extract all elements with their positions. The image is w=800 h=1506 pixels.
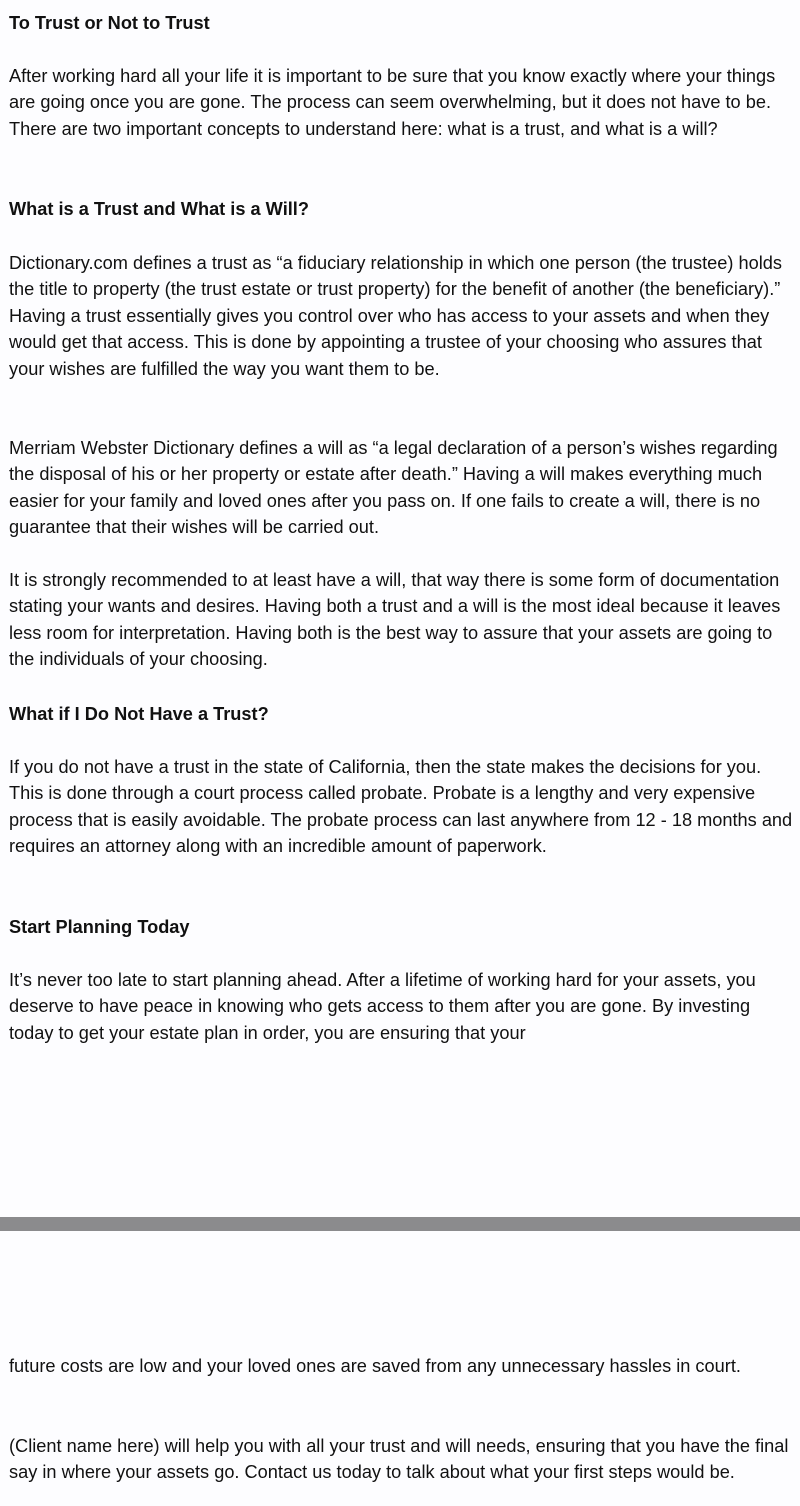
paragraph-recommendation: It is strongly recommended to at least have a will, that way there is some form of documentation stating your wants and desires. Having both a trust and a will is the most ideal because it leaves less room for interpretation. Having both is the best way to assure that your assets are going to the individuals of your choosing. xyxy=(9,570,781,670)
paragraph-will-definition: Merriam Webster Dictionary defines a will as “a legal declaration of a person’s wishes regarding the disposal of his or her property or estate after death.” Having a will makes everything much easier for your family and loved ones after you pass on. If one fails to create a will, there is no guarantee that their wishes will be carried out. xyxy=(9,438,778,538)
section-heading-trust-and-will: What is a Trust and What is a Will? xyxy=(9,199,309,219)
section-heading-start-planning: Start Planning Today xyxy=(9,917,190,937)
paragraph-planning-part1: It’s never too late to start planning ahead. After a lifetime of working hard for your assets, you deserve to have peace in knowing who gets access to them after you are gone. By investing today to get your estate plan in order, you are ensuring that your xyxy=(9,970,756,1043)
intro-paragraph: After working hard all your life it is important to be sure that you know exactly where your things are going once you are gone. The process can seem overwhelming, but it does not have to be. There are two important concepts to understand here: what is a trust, and what is a will? xyxy=(9,66,776,139)
section-heading-no-trust: What if I Do Not Have a Trust? xyxy=(9,704,269,724)
paragraph-probate: If you do not have a trust in the state of California, then the state makes the decisions for you. This is done through a court process called probate. Probate is a lengthy and very expensive process that is easily avoidable. The probate process can last anywhere from 12 - 18 months and requires an attorney along with an incredible amount of paperwork. xyxy=(9,757,793,857)
paragraph-trust-definition: Dictionary.com defines a trust as “a fiduciary relationship in which one person (the trustee) holds the title to property (the trust estate or trust property) for the benefit of another (the beneficiary).” Having a trust essentially gives you control over who has access to your assets and when they would get that access. This is done by appointing a trustee of your choosing who assures that your wishes are fulfilled the way you want them to be. xyxy=(9,253,783,379)
page-break-divider xyxy=(0,1217,800,1231)
document-title: To Trust or Not to Trust xyxy=(9,13,210,33)
paragraph-planning-part2: future costs are low and your loved ones are saved from any unnecessary hassles in court. xyxy=(9,1356,741,1376)
paragraph-contact: (Client name here) will help you with all your trust and will needs, ensuring that you have the final say in where your assets go. Contact us today to talk about what your first steps would be. xyxy=(9,1436,789,1483)
